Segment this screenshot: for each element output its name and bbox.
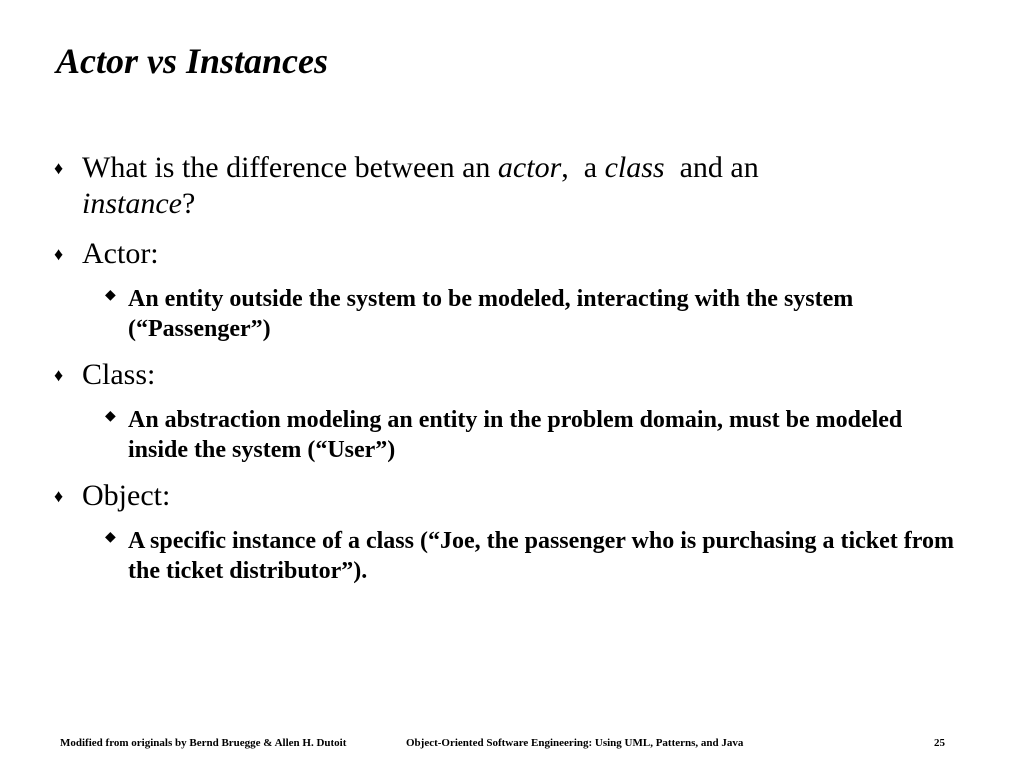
bullet-question [54,150,902,222]
term-class: class [604,151,665,184]
bullet-class [54,357,902,393]
object-definition: A specific instance of a class (“Joe, the passenger who is purchasing a ticket from the ticket distributor”). [128,528,954,584]
bullet-object [54,478,902,514]
class-label: Class: [82,358,156,391]
actor-definition: An entity outside the system to be modeled, interacting with the system (“Passenger”) [128,286,854,342]
slide-title: Actor vs Instances [56,41,329,81]
sub-bullet-actor [105,284,958,344]
question-text-4: ? [181,187,196,220]
page-number: 25 [934,737,945,749]
diamond-sub-bullet-icon: ◆ [105,530,116,545]
footer-credit: Modified from originals by Bernd Bruegge & Allen H. Dutoit [60,737,347,749]
diamond-bullet-icon: ♦ [54,365,64,385]
diamond-sub-bullet-icon: ◆ [105,288,116,303]
term-actor: actor [497,151,562,184]
diamond-sub-bullet-icon: ◆ [105,409,116,424]
question-text-2: , a [561,151,605,184]
term-instance: instance [82,187,182,220]
class-definition: An abstraction modeling an entity in the problem domain, must be modeled inside the system (“User”) [128,407,903,463]
question-text-3: and an [664,151,759,184]
question-text-1: What is the difference between an [82,151,498,184]
diamond-bullet-icon: ♦ [54,486,64,506]
footer-book-title: Object-Oriented Software Engineering: Using UML, Patterns, and Java [406,737,744,749]
object-label: Object: [82,479,171,512]
sub-bullet-object [105,526,958,586]
bullet-actor [54,236,902,272]
diamond-bullet-icon: ♦ [54,158,64,178]
actor-label: Actor: [82,237,159,270]
diamond-bullet-icon: ♦ [54,244,64,264]
sub-bullet-class [105,405,958,465]
